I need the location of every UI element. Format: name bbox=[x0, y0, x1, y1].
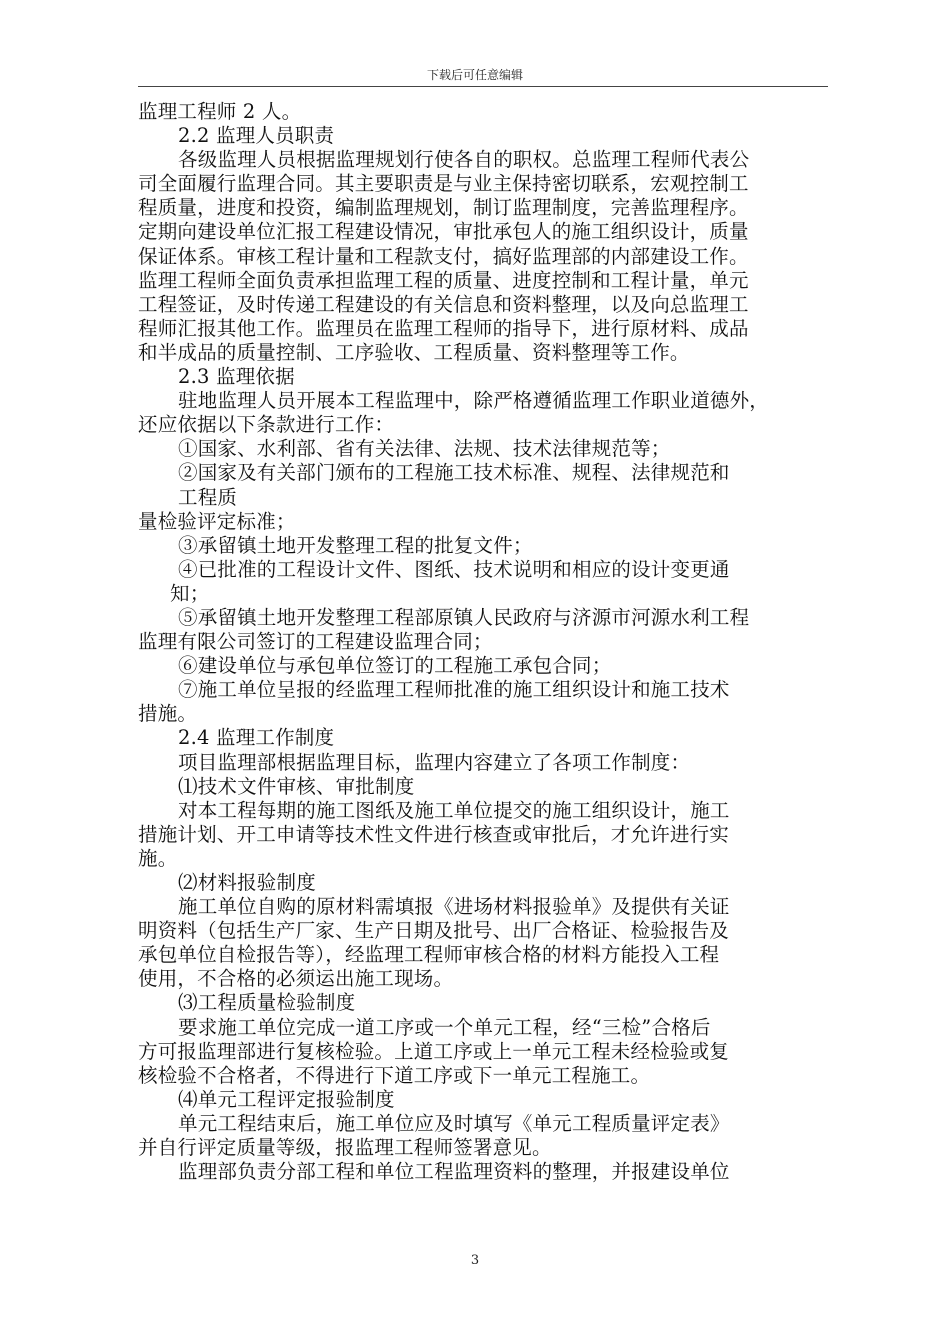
text-line: 施工单位自购的原材料需填报《进场材料报验单》及提供有关证 bbox=[178, 895, 730, 919]
text-line: 对本工程每期的施工图纸及施工单位提交的施工组织设计，施工 bbox=[178, 798, 730, 822]
text-line: ⑤承留镇土地开发整理工程部原镇人民政府与济源市河源水利工程 bbox=[178, 605, 750, 629]
text-line: 监理部负责分部工程和单位工程监理资料的整理，并报建设单位 bbox=[178, 1160, 730, 1184]
text-line: 明资料（包括生产厂家、生产日期及批号、出厂合格证、检验报告及 bbox=[138, 919, 730, 943]
text-line: 工程签证，及时传递工程建设的有关信息和资料整理，以及向总监理工 bbox=[138, 292, 749, 316]
text-line: 2.2 监理人员职责 bbox=[178, 124, 335, 148]
page-number: 3 bbox=[470, 1253, 480, 1268]
text-line: ②国家及有关部门颁布的工程施工技术标准、规程、法律规范和 bbox=[178, 461, 730, 485]
header-divider bbox=[138, 86, 828, 87]
page-header bbox=[0, 66, 950, 83]
text-line: 单元工程结束后，施工单位应及时填写《单元工程质量评定表》 bbox=[178, 1111, 730, 1135]
text-line: 2.3 监理依据 bbox=[178, 365, 295, 389]
text-line: ⑵材料报验制度 bbox=[178, 871, 316, 894]
text-line: 程师汇报其他工作。监理员在监理工程师的指导下，进行原材料、成品 bbox=[138, 316, 749, 340]
text-line: ④已批准的工程设计文件、图纸、技术说明和相应的设计变更通 bbox=[178, 557, 730, 581]
text-line: 方可报监理部进行复核检验。上道工序或上一单元工程未经检验或复 bbox=[138, 1039, 730, 1063]
text-line: 措施计划、开工申请等技术性文件进行核查或审批后，才允许进行实 bbox=[138, 822, 730, 846]
text-line: 还应依据以下条款进行工作： bbox=[138, 413, 395, 437]
text-line: 程质量，进度和投资，编制监理规划，制订监理制度，完善监理程序。 bbox=[138, 196, 749, 220]
text-line: 监理工程师 2 人。 bbox=[138, 100, 302, 123]
text-line: 定期向建设单位汇报工程建设情况，审批承包人的施工组织设计，质量 bbox=[138, 220, 749, 244]
text-line: 施。 bbox=[138, 846, 178, 870]
text-line: 保证体系。审核工程计量和工程款支付，搞好监理部的内部建设工作。 bbox=[138, 244, 749, 268]
header-text: 下载后可任意编辑 bbox=[426, 68, 523, 82]
page-footer bbox=[0, 1253, 950, 1268]
text-line: 监理工程师全面负责承担监理工程的质量、进度控制和工程计量，单元 bbox=[138, 268, 749, 292]
text-line: 使用，不合格的必须运出施工现场。 bbox=[138, 967, 454, 991]
text-line: ③承留镇土地开发整理工程的批复文件； bbox=[178, 533, 533, 557]
text-line: ⑥建设单位与承包单位签订的工程施工承包合同； bbox=[178, 654, 612, 678]
text-line: 核检验不合格者，不得进行下道工序或下一单元工程施工。 bbox=[138, 1063, 651, 1087]
text-line: 司全面履行监理合同。其主要职责是与业主保持密切联系，宏观控制工 bbox=[138, 172, 749, 196]
text-line: 知； bbox=[170, 581, 210, 605]
text-line: 并自行评定质量等级，报监理工程师签署意见。 bbox=[138, 1136, 552, 1160]
text-line: 驻地监理人员开展本工程监理中，除严格遵循监理工作职业道德外， bbox=[178, 389, 770, 413]
text-line: 措施。 bbox=[138, 702, 198, 726]
text-line: 工程质 bbox=[178, 485, 238, 509]
document-body bbox=[138, 100, 828, 1184]
text-line: ⑷单元工程评定报验制度 bbox=[178, 1087, 395, 1111]
text-line: 项目监理部根据监理目标，监理内容建立了各项工作制度： bbox=[178, 750, 691, 774]
text-line: 各级监理人员根据监理规划行使各自的职权。总监理工程师代表公 bbox=[178, 148, 750, 172]
text-line: ⑴技术文件审核、审批制度 bbox=[178, 774, 415, 798]
text-line: ⑦施工单位呈报的经监理工程师批准的施工组织设计和施工技术 bbox=[178, 678, 730, 702]
text-line: 要求施工单位完成一道工序或一个单元工程，经“三检”合格后 bbox=[178, 1015, 711, 1039]
text-line: ①国家、水利部、省有关法律、法规、技术法律规范等； bbox=[178, 437, 671, 461]
text-line: 监理有限公司签订的工程建设监理合同； bbox=[138, 630, 493, 654]
text-line: 2.4 监理工作制度 bbox=[178, 726, 335, 750]
text-line: 和半成品的质量控制、工序验收、工程质量、资料整理等工作。 bbox=[138, 340, 690, 364]
text-line: ⑶工程质量检验制度 bbox=[178, 991, 356, 1015]
text-line: 承包单位自检报告等），经监理工程师审核合格的材料方能投入工程 bbox=[138, 943, 720, 967]
text-line: 量检验评定标准； bbox=[138, 509, 296, 533]
